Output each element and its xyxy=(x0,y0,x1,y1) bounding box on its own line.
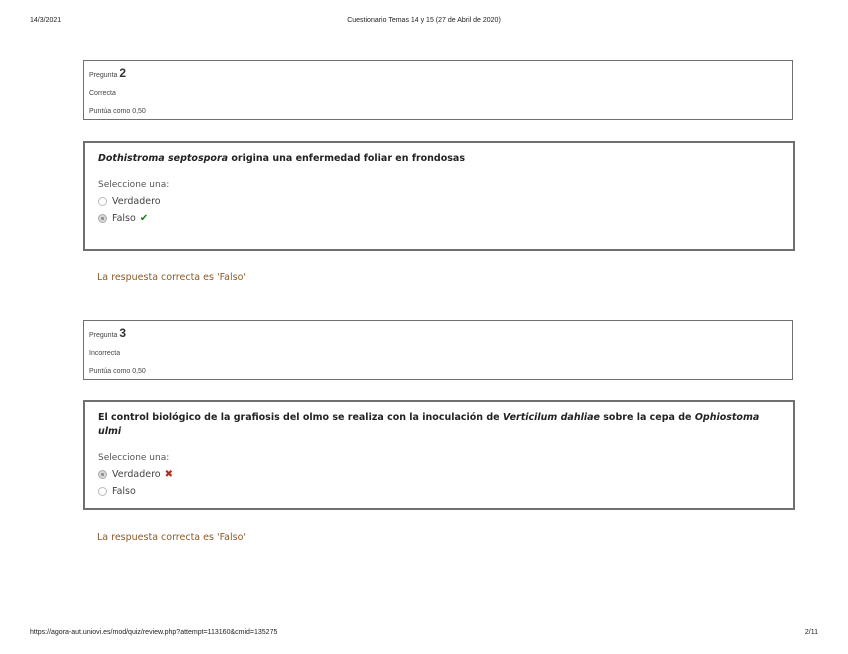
question-state: Incorrecta xyxy=(89,350,121,357)
answer-option[interactable] xyxy=(98,486,780,497)
radio-button-selected[interactable] xyxy=(98,470,107,479)
question-number-line xyxy=(89,64,787,85)
question-grade: Puntúa como 0,50 xyxy=(89,108,146,115)
question-prompt xyxy=(98,152,780,166)
answer-option[interactable] xyxy=(98,469,780,480)
prompt-part: El control biológico de la grafiosis del olmo se realiza con la inoculación de xyxy=(98,412,503,423)
question-number: 3 xyxy=(119,326,127,340)
answer-label: Falso xyxy=(112,213,136,224)
prompt-part: Verticilum dahliae xyxy=(502,412,600,423)
question-state: Correcta xyxy=(89,90,116,97)
question-grade: Puntúa como 0,50 xyxy=(89,368,146,375)
print-title: Cuestionario Temas 14 y 15 (27 de Abril de 2020) xyxy=(347,17,501,24)
prompt-part: sobre la cepa de xyxy=(599,412,695,423)
radio-button[interactable] xyxy=(98,197,107,206)
answer-label: Falso xyxy=(112,486,136,497)
answer-label: Verdadero xyxy=(112,469,161,480)
answer-option[interactable] xyxy=(98,196,780,207)
prompt-part: Ophiostoma ulmi xyxy=(98,412,760,437)
print-page-number: 2/11 xyxy=(804,629,818,636)
question-prompt xyxy=(98,411,780,439)
correct-answer-feedback: La respuesta correcta es 'Falso' xyxy=(97,532,246,543)
prompt-part: Dothistroma septospora xyxy=(98,153,229,164)
answer-option[interactable] xyxy=(98,213,780,224)
checkmark-icon: ✔ xyxy=(139,213,149,224)
question-number: 2 xyxy=(119,66,127,80)
cross-icon: ✖ xyxy=(164,469,173,480)
question-content-box xyxy=(83,141,795,251)
select-label: Seleccione una: xyxy=(98,453,170,463)
answer-label: Verdadero xyxy=(112,196,161,207)
question-content-box xyxy=(83,400,795,510)
radio-button[interactable] xyxy=(98,487,107,496)
prompt-part: origina una enfermedad foliar en frondosas xyxy=(228,153,465,164)
print-date: 14/3/2021 xyxy=(30,17,62,24)
question-info-box xyxy=(83,60,793,120)
question-label: Pregunta xyxy=(89,332,118,339)
question-label: Pregunta xyxy=(89,72,118,79)
question-number-line xyxy=(89,324,787,345)
correct-answer-feedback: La respuesta correcta es 'Falso' xyxy=(97,272,246,283)
radio-button-selected[interactable] xyxy=(98,214,107,223)
question-info-box xyxy=(83,320,793,380)
select-label: Seleccione una: xyxy=(98,180,170,190)
print-url: https://agora-aut.uniovi.es/mod/quiz/review.php?attempt=113160&cmid=135275 xyxy=(30,629,278,636)
